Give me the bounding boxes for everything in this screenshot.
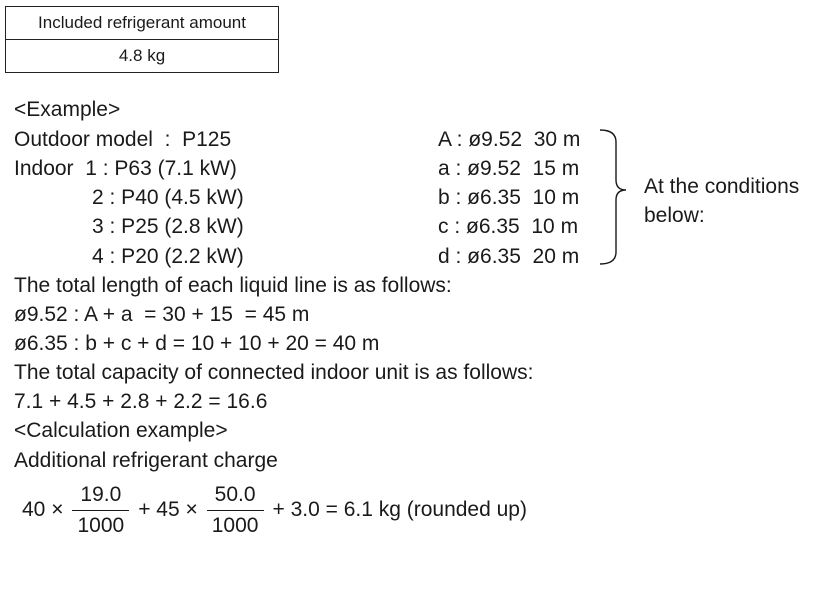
calculation-heading: <Calculation example>: [14, 419, 228, 442]
liquid-line-635: ø6.35 : b + c + d = 10 + 10 + 20 = 40 m: [14, 332, 380, 355]
outdoor-model-line: Outdoor model : P125: [14, 128, 232, 151]
example-heading: <Example>: [14, 98, 121, 121]
formula-term2: + 45 ×: [138, 498, 198, 521]
capacity-intro: The total capacity of connected indoor unit is as follows:: [14, 361, 534, 384]
indoor-unit-2: 2 : P40 (4.5 kW): [92, 186, 244, 209]
fraction-2-denominator: 1000: [211, 513, 259, 537]
conditions-note: At the conditions below:: [644, 175, 800, 227]
formula-result: + 3.0 = 6.1 kg (rounded up): [272, 498, 527, 521]
pipe-b: b : ø6.35 10 m: [438, 186, 580, 209]
pipe-a: a : ø9.52 15 m: [438, 157, 580, 180]
fraction-2: [204, 482, 267, 539]
additional-charge-label: Additional refrigerant charge: [14, 449, 278, 472]
fraction-1-numerator: 19.0: [72, 482, 129, 511]
fraction-1: [69, 482, 132, 539]
pipe-A: A : ø9.52 30 m: [438, 128, 581, 151]
table-header-cell: Included refrigerant amount: [6, 7, 279, 40]
cut-off-heading: [20, 0, 660, 5]
indoor-unit-4: 4 : P20 (2.2 kW): [92, 245, 244, 268]
capacity-sum: 7.1 + 4.5 + 2.8 + 2.2 = 16.6: [14, 390, 268, 413]
table-value-cell: 4.8 kg: [6, 40, 279, 73]
indoor-unit-3: 3 : P25 (2.8 kW): [92, 215, 244, 238]
fraction-2-numerator: 50.0: [207, 482, 264, 511]
pipe-d: d : ø6.35 20 m: [438, 245, 580, 268]
indoor-unit-1: Indoor 1 : P63 (7.1 kW): [14, 157, 237, 180]
charge-formula: [22, 480, 527, 540]
formula-term1: 40 ×: [22, 498, 64, 521]
liquid-line-intro: The total length of each liquid line is as follows:: [14, 274, 452, 297]
liquid-line-952: ø9.52 : A + a = 30 + 15 = 45 m: [14, 303, 310, 326]
curly-brace-icon: [592, 128, 632, 268]
included-refrigerant-table: [5, 6, 279, 73]
fraction-1-denominator: 1000: [77, 513, 125, 537]
pipe-c: c : ø6.35 10 m: [438, 215, 579, 238]
